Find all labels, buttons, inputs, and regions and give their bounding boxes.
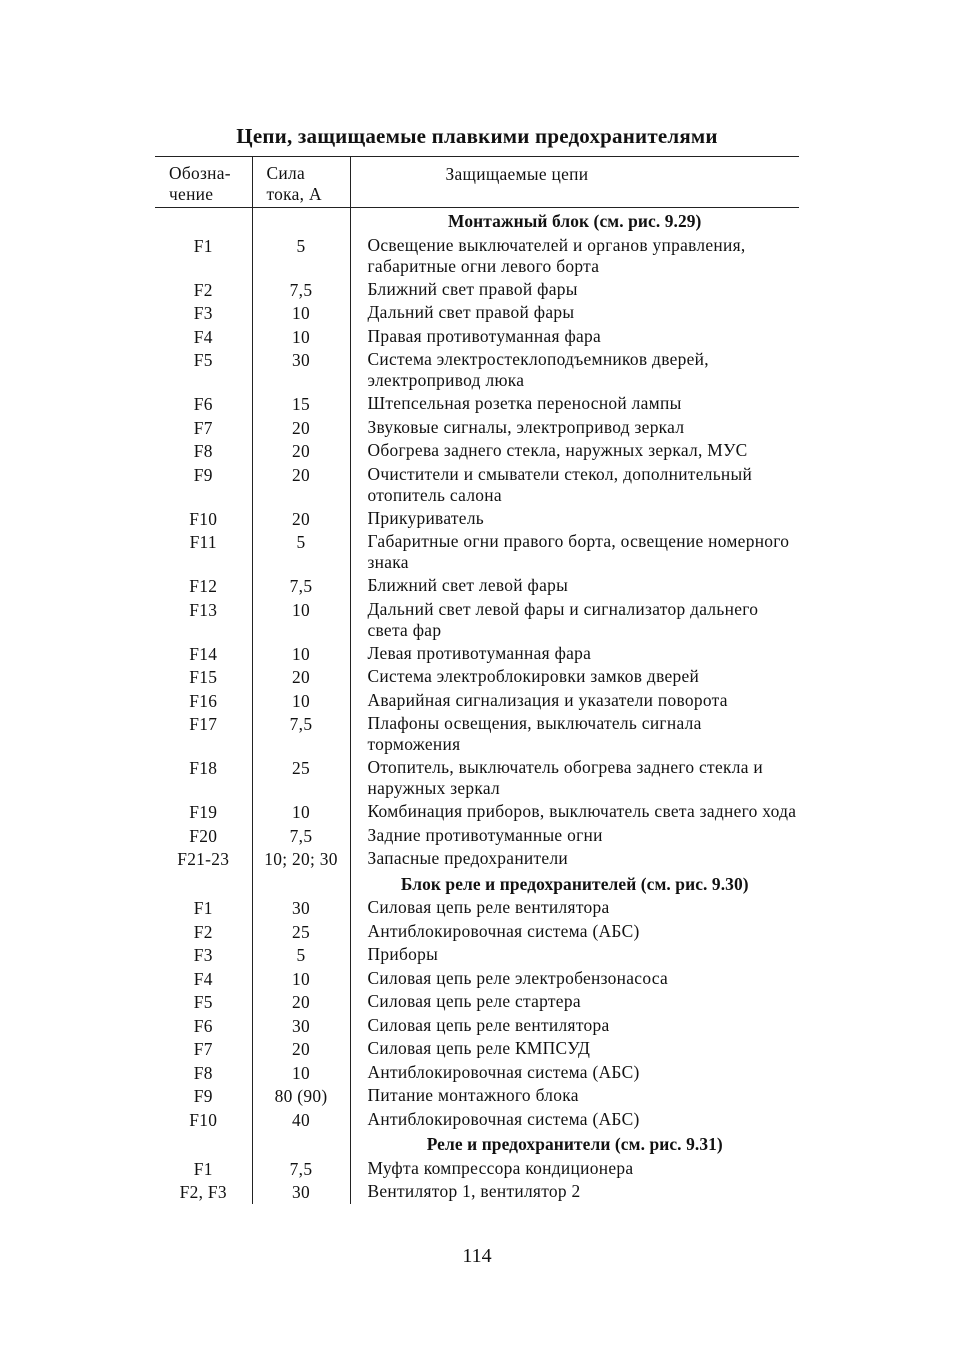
fuse-current: 10: [252, 1061, 350, 1085]
fuse-current: 20: [252, 1037, 350, 1061]
protected-circuit: Силовая цепь реле электробензонасоса: [367, 967, 668, 988]
protected-circuit: Система электростеклоподъемников дверей, электропривод люка: [367, 349, 709, 390]
fuse-designation: F16: [155, 689, 252, 713]
table-row: [155, 325, 799, 349]
fuse-current: 15: [252, 392, 350, 416]
table-row: [155, 507, 799, 531]
fuse-designation: F17: [155, 712, 252, 756]
fuse-current: 40: [252, 1108, 350, 1132]
table-row: [155, 1061, 799, 1085]
fuse-designation: F3: [155, 301, 252, 325]
protected-circuit: Очистители и смыватели стекол, дополнительный отопитель салона: [367, 463, 753, 505]
fuse-current: 10: [252, 800, 350, 824]
section-title: Реле и предохранители (см. рис. 9.31): [426, 1134, 723, 1154]
section-spacer: [252, 208, 350, 234]
section-spacer: [155, 208, 252, 234]
fuse-designation: F2: [155, 920, 252, 944]
fuse-current: 20: [252, 665, 350, 689]
fuse-current: 10: [252, 967, 350, 991]
fuse-designation: F3: [155, 943, 252, 967]
fuse-current: 30: [252, 348, 350, 392]
fuse-designation: F4: [155, 325, 252, 349]
table-row: [155, 1014, 799, 1038]
fuse-current: 7,5: [252, 574, 350, 598]
table-body: [155, 208, 799, 1204]
section-spacer: [155, 1131, 252, 1157]
fuse-current: 80 (90): [252, 1084, 350, 1108]
protected-circuit: Комбинация приборов, выключатель света заднего хода: [367, 801, 797, 821]
protected-circuit: Силовая цепь реле вентилятора: [367, 897, 610, 917]
protected-circuit: Штепсельная розетка переносной лампы: [367, 393, 682, 413]
section-title: Монтажный блок (см. рис. 9.29): [448, 211, 702, 231]
fuse-designation: F18: [155, 756, 252, 800]
fuse-designation: F21-23: [155, 847, 252, 871]
protected-circuit: Муфта компрессора кондиционера: [367, 1157, 634, 1178]
fuse-current: 30: [252, 896, 350, 920]
table-row: [155, 392, 799, 416]
fuse-current: 20: [252, 990, 350, 1014]
section-row: [155, 871, 799, 897]
fuse-current: 5: [252, 530, 350, 574]
table-row: [155, 800, 799, 824]
protected-circuit: Отопитель, выключатель обогрева заднего стекла и наружных зеркал: [367, 757, 763, 798]
fuse-current: 10: [252, 598, 350, 642]
table-row: [155, 665, 799, 689]
fuse-current: 25: [252, 920, 350, 944]
fuse-current: 7,5: [252, 278, 350, 302]
protected-circuit: Габаритные огни правого борта, освещение номерного знака: [367, 531, 790, 572]
fuse-designation: F4: [155, 967, 252, 991]
protected-circuit: Запасные предохранители: [367, 848, 569, 868]
table-row: [155, 416, 799, 440]
fuse-current: 20: [252, 463, 350, 507]
fuse-designation: F2: [155, 278, 252, 302]
protected-circuit: Силовая цепь реле стартера: [367, 991, 581, 1011]
section-spacer: [155, 871, 252, 897]
fuse-current: 10: [252, 689, 350, 713]
table-row: [155, 574, 799, 598]
protected-circuit: Приборы: [367, 944, 439, 964]
table-row: [155, 756, 799, 800]
fuse-current: 10; 20; 30: [252, 847, 350, 871]
table-row: [155, 530, 799, 574]
section-spacer: [252, 871, 350, 897]
fuse-current: 7,5: [252, 824, 350, 848]
fuse-designation: F1: [155, 896, 252, 920]
table-row: [155, 439, 799, 463]
fuse-designation: F9: [155, 463, 252, 507]
protected-circuit: Плафоны освещения, выключатель сигнала торможения: [367, 713, 702, 754]
protected-circuit: Система электроблокировки замков дверей: [367, 666, 700, 686]
protected-circuit: Антиблокировочная система (АБС): [367, 920, 640, 941]
section-spacer: [252, 1131, 350, 1157]
table-row: [155, 920, 799, 944]
protected-circuit: Питание монтажного блока: [367, 1085, 579, 1105]
protected-circuit: Правая противотуманная фара: [367, 325, 602, 346]
protected-circuit: Ближний свет правой фары: [367, 278, 578, 299]
fuse-current: 10: [252, 301, 350, 325]
fuse-designation: F1: [155, 234, 252, 278]
fuse-designation: F8: [155, 1061, 252, 1085]
table-row: [155, 847, 799, 871]
fuse-current: 20: [252, 439, 350, 463]
fuse-designation: F5: [155, 348, 252, 392]
table-row: [155, 1108, 799, 1132]
section-row: [155, 1131, 799, 1157]
fuse-designation: F2, F3: [155, 1180, 252, 1204]
fuse-current: 30: [252, 1180, 350, 1204]
table-row: [155, 301, 799, 325]
table-row: [155, 463, 799, 507]
fuse-designation: F7: [155, 1037, 252, 1061]
fuse-designation: F20: [155, 824, 252, 848]
header-designation: Обозна- чение: [155, 157, 252, 208]
protected-circuit: Звуковые сигналы, электропривод зеркал: [367, 416, 685, 437]
table-row: [155, 598, 799, 642]
fuse-current: 20: [252, 416, 350, 440]
header-current: Сила тока, А: [252, 157, 350, 208]
fuse-designation: F9: [155, 1084, 252, 1108]
table-row: [155, 943, 799, 967]
fuse-current: 10: [252, 642, 350, 666]
fuse-current: 30: [252, 1014, 350, 1038]
protected-circuit: Прикуриватель: [367, 507, 485, 528]
fuse-current: 7,5: [252, 712, 350, 756]
protected-circuit: Вентилятор 1, вентилятор 2: [367, 1181, 581, 1201]
fuse-designation: F10: [155, 1108, 252, 1132]
table-row: [155, 234, 799, 278]
fuse-designation: F15: [155, 665, 252, 689]
fuse-current: 7,5: [252, 1157, 350, 1181]
fuse-designation: F14: [155, 642, 252, 666]
fuse-designation: F5: [155, 990, 252, 1014]
page-title: Цепи, защищаемые плавкими предохранителями: [236, 124, 718, 148]
fuse-table: [155, 156, 799, 1204]
section-title: Блок реле и предохранителей (см. рис. 9.30): [400, 873, 749, 894]
fuse-designation: F6: [155, 392, 252, 416]
fuse-designation: F7: [155, 416, 252, 440]
fuse-designation: F19: [155, 800, 252, 824]
protected-circuit: Ближний свет левой фары: [367, 575, 569, 595]
table-row: [155, 824, 799, 848]
fuse-current: 10: [252, 325, 350, 349]
protected-circuit: Силовая цепь реле КМПСУД: [367, 1038, 591, 1058]
fuse-designation: F12: [155, 574, 252, 598]
fuse-current: 5: [252, 234, 350, 278]
fuse-designation: F10: [155, 507, 252, 531]
fuse-designation: F13: [155, 598, 252, 642]
fuse-current: 5: [252, 943, 350, 967]
protected-circuit: Освещение выключателей и органов управления, габаритные огни левого борта: [367, 234, 746, 276]
table-row: [155, 990, 799, 1014]
table-row: [155, 967, 799, 991]
table-row: [155, 642, 799, 666]
protected-circuit: Левая противотуманная фара: [367, 642, 592, 663]
table-row: [155, 1084, 799, 1108]
table-row: [155, 348, 799, 392]
fuse-designation: F11: [155, 530, 252, 574]
table-row: [155, 712, 799, 756]
table-row: [155, 278, 799, 302]
protected-circuit: Антиблокировочная система (АБС): [367, 1061, 640, 1082]
table-row: [155, 1037, 799, 1061]
fuse-designation: F8: [155, 439, 252, 463]
fuse-current: 25: [252, 756, 350, 800]
table-row: [155, 689, 799, 713]
table-row: [155, 896, 799, 920]
page-number: 114: [462, 1245, 492, 1267]
table-row: [155, 1157, 799, 1181]
protected-circuit: Задние противотуманные огни: [367, 824, 603, 845]
protected-circuit: Аварийная сигнализация и указатели поворота: [367, 689, 728, 710]
table-header-row: [155, 157, 799, 208]
protected-circuit: Антиблокировочная система (АБС): [367, 1108, 640, 1129]
table-row: [155, 1180, 799, 1204]
section-row: [155, 208, 799, 234]
protected-circuit: Дальний свет правой фары: [367, 302, 575, 322]
protected-circuit: Обогрева заднего стекла, наружных зеркал, МУС: [367, 440, 748, 460]
fuse-current: 20: [252, 507, 350, 531]
fuse-designation: F6: [155, 1014, 252, 1038]
protected-circuit: Силовая цепь реле вентилятора: [367, 1014, 610, 1035]
protected-circuit: Дальний свет левой фары и сигнализатор дальнего света фар: [367, 598, 759, 640]
header-circuits: Защищаемые цепи: [445, 164, 589, 184]
fuse-designation: F1: [155, 1157, 252, 1181]
